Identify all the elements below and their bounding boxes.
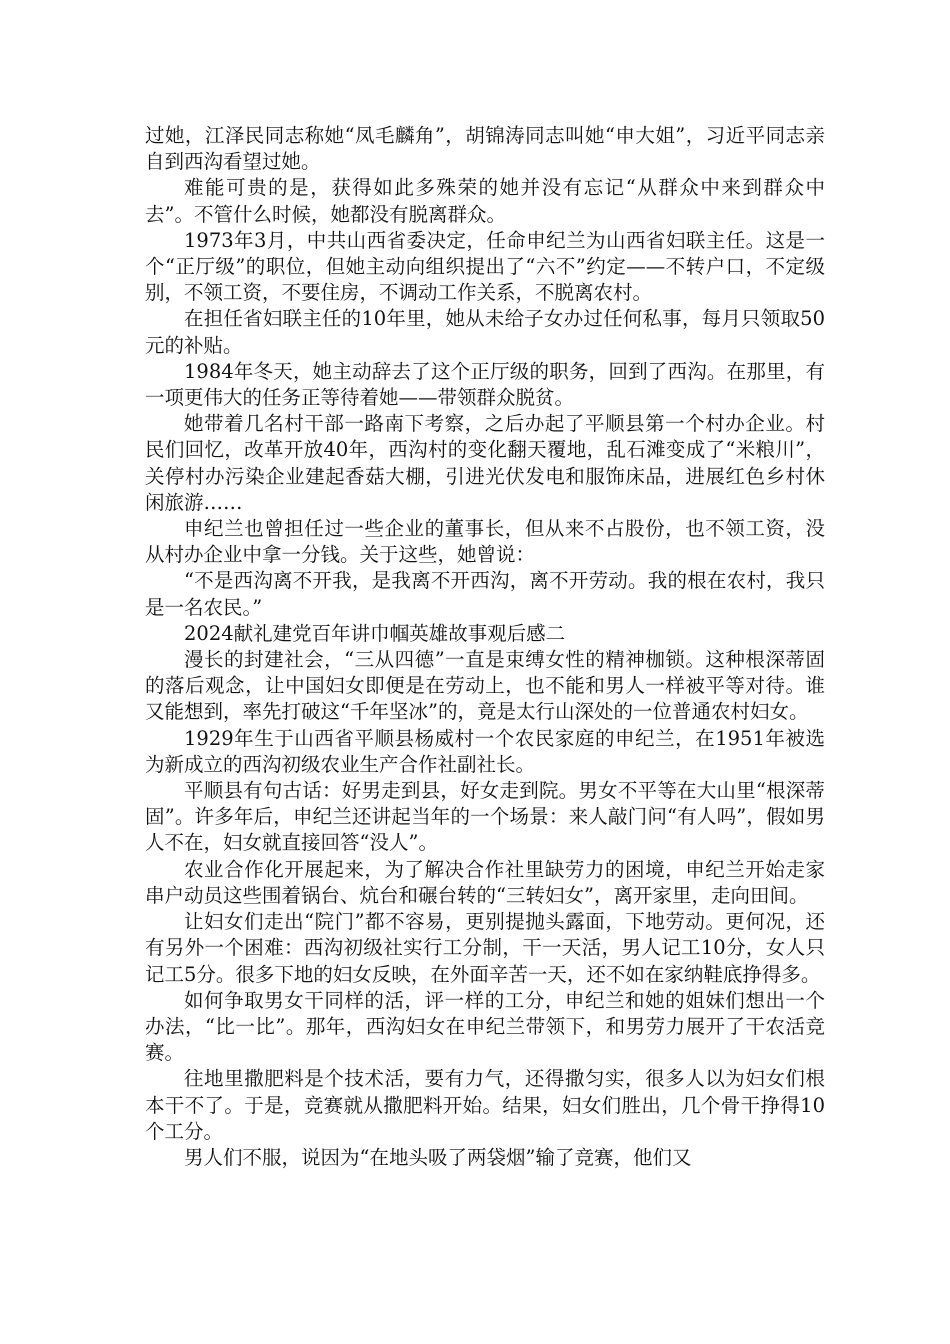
- paragraph: 1973年3月，中共山西省委决定，任命申纪兰为山西省妇联主任。这是一个“正厅级”的职位，但她主动向组织提出了“六不”约定——不转户口，不定级别，不领工资，不要住房，不调动工作关系，不脱离农村。: [145, 228, 825, 305]
- paragraph-continuation: 过她，江泽民同志称她“凤毛麟角”，胡锦涛同志叫她“申大姐”，习近平同志亲自到西沟看望过她。: [145, 124, 825, 174]
- paragraph: 让妇女们走出“院门”都不容易，更别提抛头露面，下地劳动。更何况，还有另外一个困难：西沟初级社实行工分制，干一天活，男人记工10分，女人只记工5分。很多下地的妇女反映，在外面辛苦一天，还不如在家纳鞋底挣得多。: [145, 910, 825, 986]
- paragraph: 1929年生于山西省平顺县杨威村一个农民家庭的申纪兰，在1951年被选为新成立的西沟初级农业生产合作社副社长。: [145, 726, 825, 776]
- paragraph: 在担任省妇联主任的10年里，她从未给子女办过任何私事，每月只领取50元的补贴。: [145, 307, 825, 357]
- paragraph: 往地里撒肥料是个技术活，要有力气，还得撒匀实，很多人以为妇女们根本干不了。于是，竞赛就从撒肥料开始。结果，妇女们胜出，几个骨干挣得10个工分。: [145, 1067, 825, 1143]
- paragraph: 平顺县有句古话：好男走到县，好女走到院。男女不平等在大山里“根深蒂固”。许多年后，申纪兰还讲起当年的一个场景：来人敲门问“有人吗”，假如男人不在，妇女就直接回答“没人”。: [145, 779, 825, 855]
- document-body: [145, 123, 825, 1171]
- quote-paragraph: “不是西沟离不开我，是我离不开西沟，离不开劳动。我的根在农村，我只是一名农民。”: [145, 569, 825, 619]
- paragraph: 农业合作化开展起来，为了解决合作社里缺劳力的困境，申纪兰开始走家串户动员这些围着锅台、炕台和碾台转的“三转妇女”，离开家里，走向田间。: [145, 857, 825, 907]
- paragraph: 如何争取男女干同样的活，评一样的工分，申纪兰和她的姐妹们想出一个办法，“比一比”。那年，西沟妇女在申纪兰带领下，和男劳力展开了干农活竞赛。: [145, 988, 825, 1065]
- paragraph: 申纪兰也曾担任过一些企业的董事长，但从来不占股份，也不领工资，没从村办企业中拿一分钱。关于这些，她曾说：: [145, 517, 825, 567]
- paragraph: 她带着几名村干部一路南下考察，之后办起了平顺县第一个村办企业。村民们回忆，改革开放40年，西沟村的变化翻天覆地，乱石滩变成了“米粮川”，关停村办污染企业建起香菇大棚，引进光伏发电和服饰床品，进展红色乡村休闲旅游……: [145, 412, 825, 514]
- paragraph: 难能可贵的是，获得如此多殊荣的她并没有忘记“从群众中来到群众中去”。不管什么时候，她都没有脱离群众。: [145, 176, 825, 226]
- paragraph: 漫长的封建社会，“三从四德”一直是束缚女性的精神枷锁。这种根深蒂固的落后观念，让中国妇女即便是在劳动上，也不能和男人一样被平等对待。谁又能想到，率先打破这“千年坚冰”的，竟是太行山深处的一位普通农村妇女。: [145, 648, 825, 724]
- paragraph: 1984年冬天，她主动辞去了这个正厅级的职务，回到了西沟。在那里，有一项更伟大的任务正等待着她——带领群众脱贫。: [145, 359, 825, 410]
- paragraph: 男人们不服，说因为“在地头吸了两袋烟”输了竞赛，他们又: [184, 1145, 692, 1169]
- section-heading: 2024献礼建党百年讲巾帼英雄故事观后感二: [184, 621, 566, 645]
